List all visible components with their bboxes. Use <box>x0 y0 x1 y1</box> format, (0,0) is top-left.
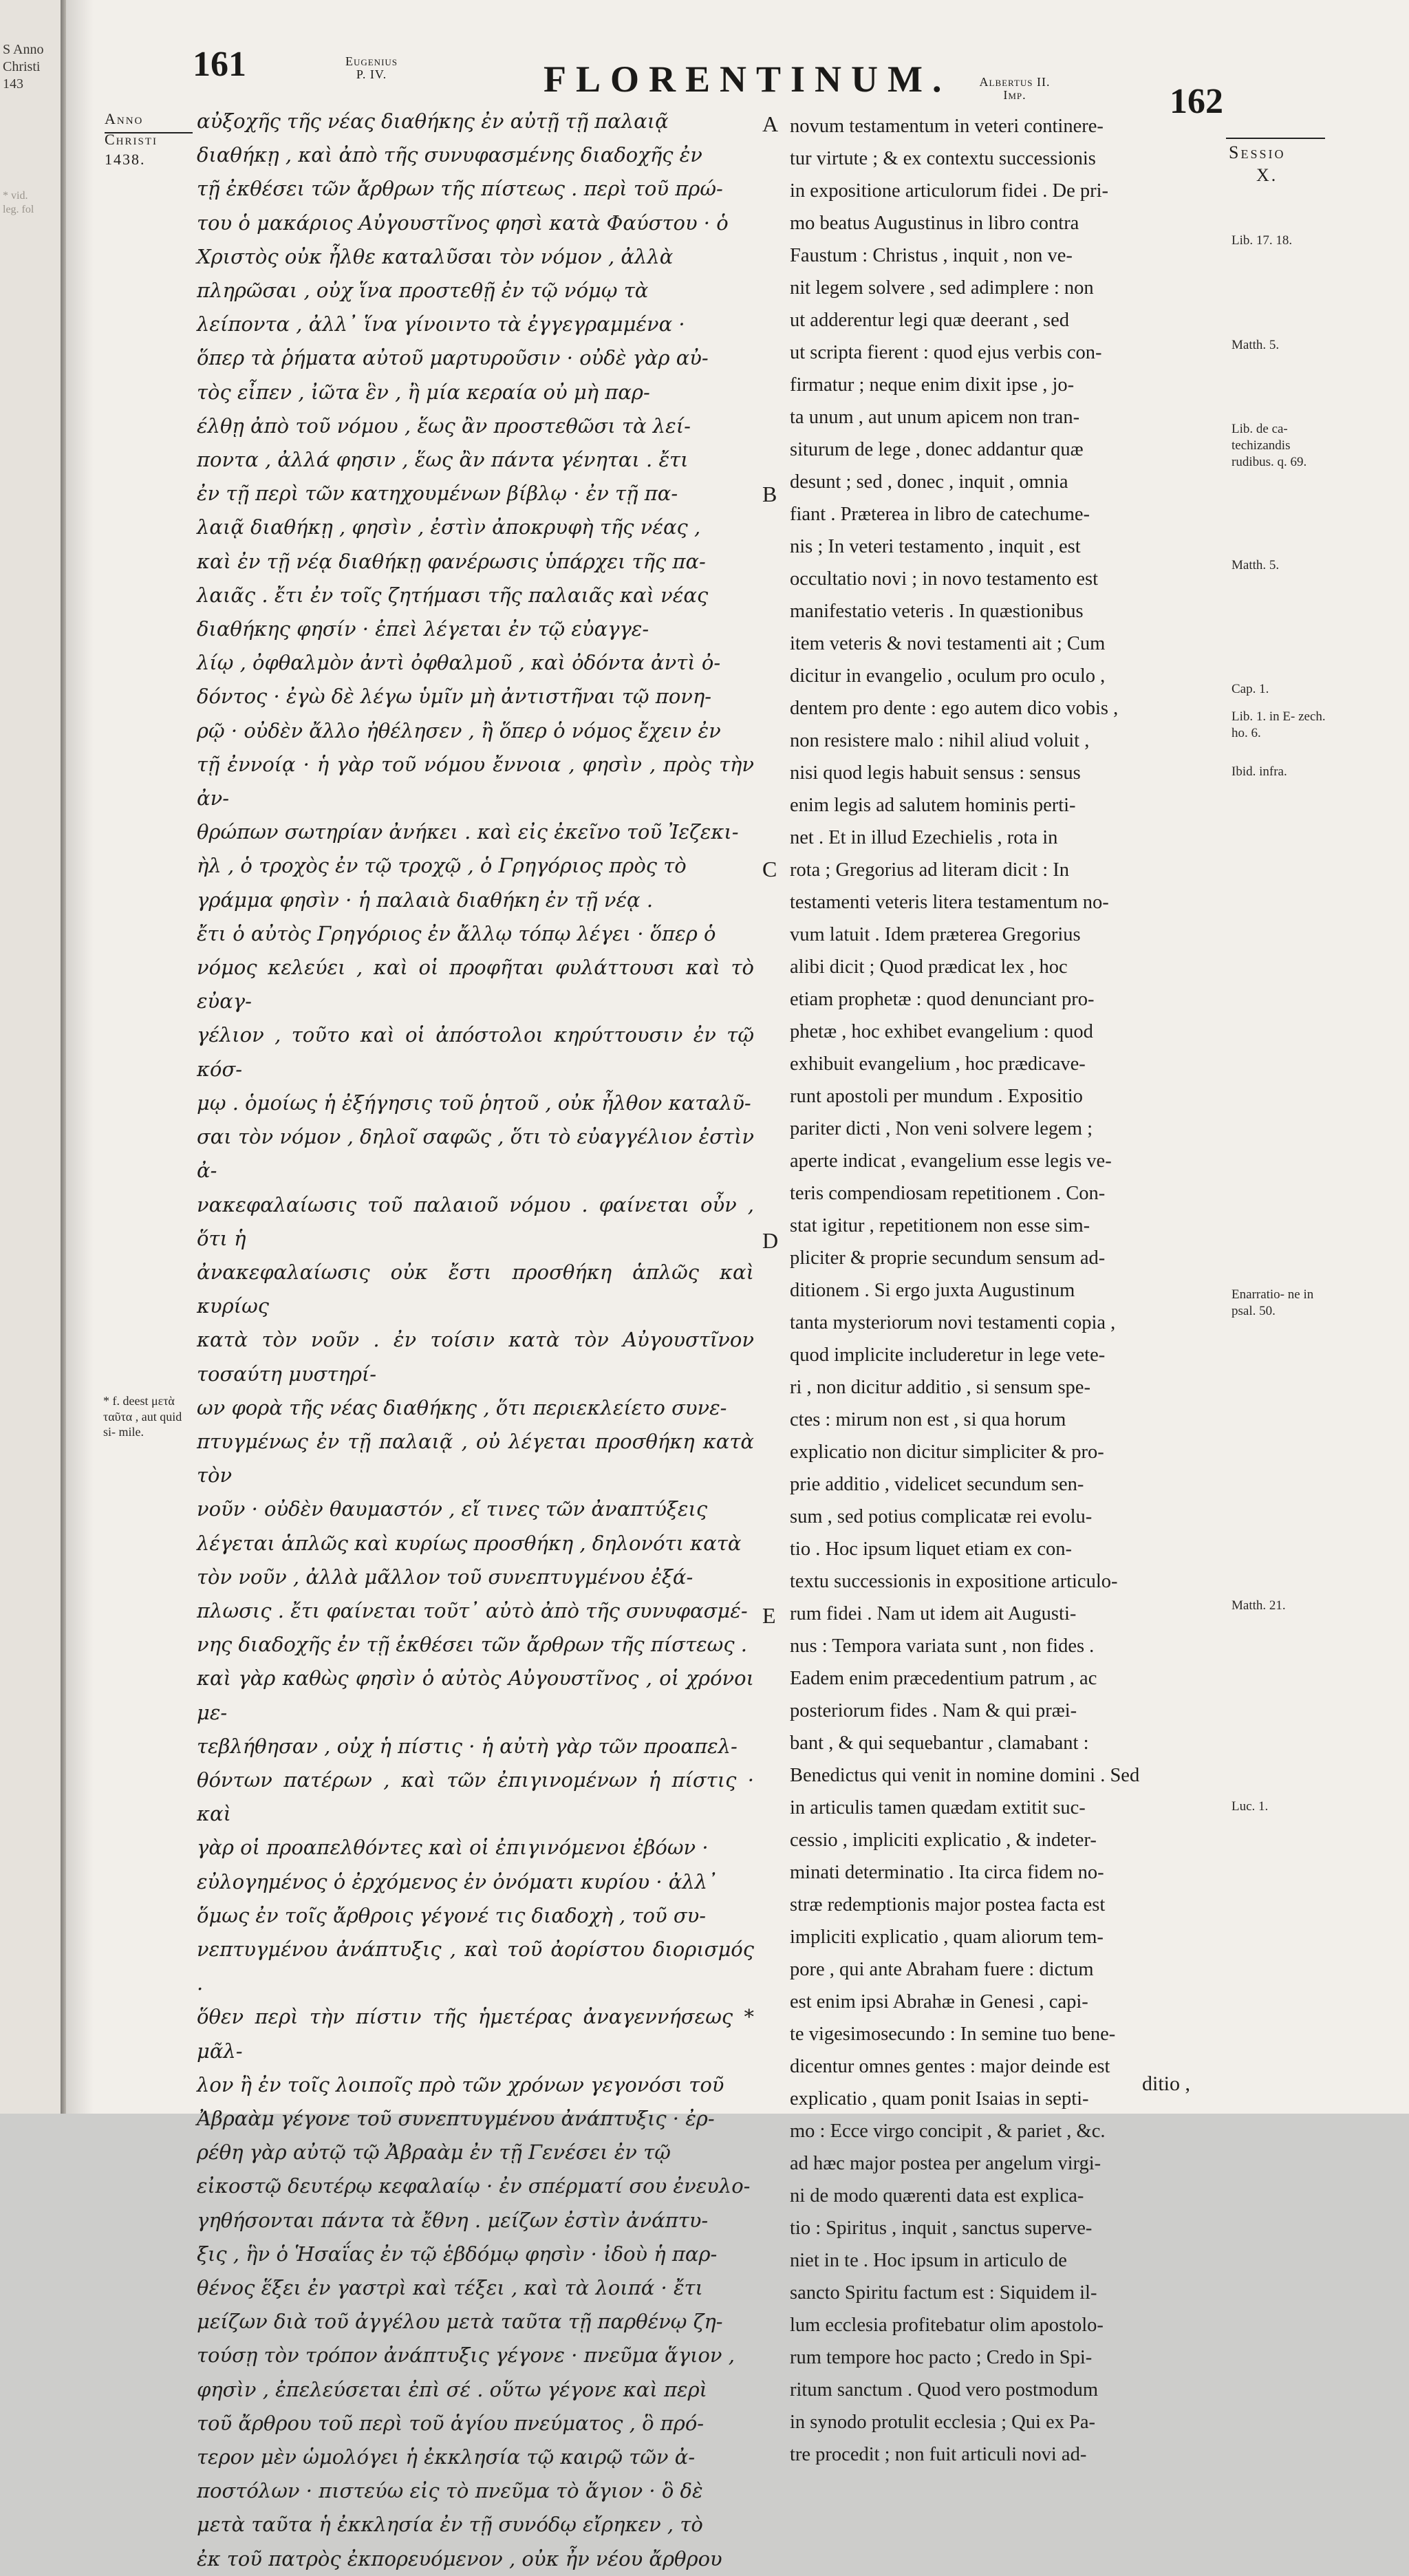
greek-text-line: εἰκοστῷ δευτέρῳ κεφαλαίῳ · ἐν σπέρματί σου ἐνευλο- <box>197 2174 751 2198</box>
greek-text-line: γράμμα φησὶν · ἡ παλαιὰ διαθήκη ἐν τῇ νέᾳ . <box>197 888 654 912</box>
left-margin-rule <box>105 132 193 133</box>
margin-note-catechizandis: Lib. de ca- techizandis rudibus. q. 69. <box>1231 422 1307 469</box>
latin-text-line: stat igitur , repetitionem non esse sim- <box>790 1215 1090 1236</box>
latin-text-line: tre procedit ; non fuit articuli novi ad- <box>790 2444 1087 2465</box>
latin-text-line: cessio , impliciti explicatio , & indeter- <box>790 1829 1097 1851</box>
latin-text-line: ta unum , aut unum apicem non tran- <box>790 407 1080 428</box>
latin-text-line: tio . Hoc ipsum liquet etiam ex con- <box>790 1538 1072 1560</box>
left-page-number: 161 <box>193 45 246 84</box>
latin-text-line: lum ecclesia profitebatur olim apostolo- <box>790 2315 1104 2336</box>
greek-text-line: γὰρ οἱ προαπελθόντες καὶ οἱ ἐπιγινόμενοι ἐβόων · <box>197 1836 709 1860</box>
latin-text-line: quod implicite includeretur in lege vete- <box>790 1344 1106 1366</box>
latin-text-line: nis ; In veteri testamento , inquit , est <box>790 536 1081 557</box>
footnote-deest: * f. deest μετὰ ταῦτα , aut quid si- mile. <box>103 1394 182 1439</box>
greek-text-line: γηθήσονται πάντα τὰ ἔθνη . μείζων ἐστὶν ἀνάπτυ- <box>197 2208 709 2232</box>
greek-text-line: λίῳ , ὀφθαλμὸν ἀντὶ ὀφθαλμοῦ , καὶ ὀδόντα ἀντὶ ὀ- <box>197 651 721 675</box>
year-number: 1438. <box>105 151 146 169</box>
section-letter-d: D <box>762 1228 779 1253</box>
greek-text-line: τούσῃ τὸν τρόπον ἀνάπτυξις γέγονε · πνεῦμα ἅγιον , <box>197 2343 735 2368</box>
latin-text-line: ritum sanctum . Quod vero postmodum <box>790 2379 1099 2401</box>
right-running-head <box>967 76 1063 102</box>
running-head-pope-number: P. IV. <box>356 67 387 81</box>
latin-text-line: textu successionis in expositione articulo- <box>790 1571 1118 1592</box>
latin-text-line: impliciti explicatio , quam aliorum tem- <box>790 1926 1104 1948</box>
year-label-christi: Christi <box>105 130 158 148</box>
latin-text-line: ut adderentur legi quæ deerant , sed <box>790 310 1069 331</box>
greek-text-line: ρέθη γὰρ αὐτῷ τῷ Ἀβραὰμ ἐν τῇ Γενέσει ἐν τῷ <box>197 2140 671 2165</box>
page-title: FLORENTINUM. <box>544 58 951 100</box>
greek-text-line: μετὰ ταῦτα ἡ ἐκκλησία ἐν τῇ συνόδῳ εἴρηκεν , τὸ <box>197 2513 703 2537</box>
greek-text-line: ποντα , ἀλλά φησιν , ἕως ἂν πάντα γένηται . ἔτι <box>197 448 689 472</box>
greek-text-line: ἔτι ὁ αὐτὸς Γρηγόριος ἐν ἄλλῳ τόπῳ λέγει · ὅπερ ὁ <box>197 921 716 945</box>
left-running-head <box>323 55 420 81</box>
right-margin-rule <box>1226 138 1325 139</box>
margin-note-matth-21: Matth. 21. <box>1231 1598 1286 1613</box>
latin-text-line: bant , & qui sequebantur , clamabant : <box>790 1732 1089 1754</box>
previous-page-margin <box>3 41 59 217</box>
greek-text-line: έλθῃ ἀπὸ τοῦ νόμου , ἕως ἂν προστεθῶσι τὰ λεί- <box>197 414 691 438</box>
greek-text-line: ὅθεν περὶ τὴν πίστιν τῆς ἡμετέρας ἀναγεννήσεως * μᾶλ- <box>197 2005 754 2063</box>
greek-text-line: τὸν νοῦν , ἀλλὰ μᾶλλον τοῦ συνεπτυγμένου ἐξά- <box>197 1565 693 1589</box>
latin-text-line: dentem pro dente : ego autem dico vobis , <box>790 698 1119 719</box>
greek-text-line: φησὶν , ἐπελεύσεται ἐπὶ σέ . οὕτω γέγονε καὶ περὶ <box>197 2377 708 2401</box>
section-letter-e: E <box>762 1603 776 1628</box>
latin-text-line: enim legis ad salutem hominis perti- <box>790 795 1076 816</box>
greek-text-line: λαιᾶς . ἔτι ἐν τοῖς ζητήμασι τῆς παλαιᾶς καὶ νέας <box>197 583 709 607</box>
greek-text-line: μῳ . ὁμοίως ἡ ἐξήγησις τοῦ ῥητοῦ , οὐκ ἦλθον καταλῦ- <box>197 1091 751 1115</box>
latin-text-line: novum testamentum in veteri continere- <box>790 116 1104 137</box>
latin-text-line: ut scripta fierent : quod ejus verbis con- <box>790 342 1102 363</box>
greek-text-line: διαθήκῃ , καὶ ἀπὸ τῆς συνυφασμένης διαδοχῆς ἐν <box>197 143 702 167</box>
latin-text-line: minati determinatio . Ita circa fidem no- <box>790 1862 1104 1883</box>
latin-text-line: posteriorum fides . Nam & qui præi- <box>790 1700 1077 1721</box>
greek-text-line: πλωσις . ἔτι φαίνεται τοῦτ᾽ αὐτὸ ἀπὸ τῆς συνυφασμέ- <box>197 1598 748 1622</box>
latin-text-line: testamenti veteris litera testamentum no- <box>790 892 1109 913</box>
book-spine <box>61 0 66 2114</box>
latin-text-line: stræ redemptionis major postea facta est <box>790 1894 1106 1915</box>
margin-note-ezech: Lib. 1. in E- zech. ho. 6. <box>1231 709 1326 740</box>
latin-text-line: manifestatio veteris . In quæstionibus <box>790 601 1084 622</box>
greek-text-line: τὸς εἶπεν , ἰῶτα ἓν , ἢ μία κεραία οὐ μὴ παρ- <box>197 380 650 404</box>
greek-text-line: νοῦν · οὐδὲν θαυμαστόν , εἴ τινες τῶν ἀναπτύξεις <box>197 1497 708 1521</box>
margin-note-matth-5: Matth. 5. <box>1231 338 1280 352</box>
greek-text-line: σαι τὸν νόμον , δηλοῖ σαφῶς , ὅτι τὸ εὐαγγέλιον ἐστὶν ἀ- <box>197 1125 754 1183</box>
latin-text-line: Eadem enim præcedentium patrum , ac <box>790 1668 1097 1689</box>
latin-text-line: dicentur omnes gentes : major deinde est <box>790 2056 1110 2077</box>
running-head-emperor-title: Imp. <box>1003 87 1026 102</box>
greek-text-line: λέγεται ἁπλῶς καὶ κυρίως προσθήκη , δηλονότι κατὰ <box>197 1531 742 1555</box>
greek-text-line: ρῷ · οὐδὲν ἄλλο ἠθέλησεν , ἢ ὅπερ ὁ νόμος ἔχειν ἐν <box>197 718 721 742</box>
latin-text-line: Faustum : Christus , inquit , non ve- <box>790 245 1073 266</box>
latin-text-line: ri , non dicitur additio , si sensum spe- <box>790 1377 1090 1398</box>
year-box <box>105 109 193 170</box>
greek-text-line: ὅπερ τὰ ῥήματα αὐτοῦ μαρτυροῦσιν · οὐδὲ γὰρ αὐ- <box>197 346 709 370</box>
margin-note-luc-1: Luc. 1. <box>1231 1799 1269 1814</box>
latin-text-line: nit legem solvere , sed adimplere : non <box>790 277 1094 299</box>
greek-text-line: ἀνακεφαλαίωσις οὐκ ἔστι προσθήκη ἁπλῶς καὶ κυρίως <box>197 1260 754 1318</box>
running-head-pope: Eugenius <box>345 54 398 68</box>
greek-text-line: ων φορὰ τῆς νέας διαθήκης , ὅτι περιεκλείετο συνε- <box>197 1395 727 1419</box>
greek-text-line: θένος ἕξει ἐν γαστρὶ καὶ τέξει , καὶ τὰ λοιπά · ἔτι <box>197 2276 703 2299</box>
latin-text-line: teris compendiosam repetitionem . Con- <box>790 1183 1106 1204</box>
greek-text-line: θρώπων σωτηρίαν ἀνήκει . καὶ εἰς ἐκεῖνο τοῦ Ἰεζεκι- <box>197 820 739 844</box>
latin-text-line: est enim ipsi Abrahæ in Genesi , capi- <box>790 1991 1088 2012</box>
latin-text-line: fiant . Præterea in libro de catechume- <box>790 504 1090 525</box>
latin-text-line: pore , qui ante Abraham fuere : dictum <box>790 1959 1094 1980</box>
session-label <box>1229 142 1285 186</box>
latin-text-line: siturum de lege , donec addantur quæ <box>790 439 1084 460</box>
latin-text-line: desunt ; sed , donec , inquit , omnia <box>790 471 1068 493</box>
latin-text-line: item veteris & novi testamenti ait ; Cum <box>790 633 1106 654</box>
prev-year-label-1: S Anno <box>3 42 44 57</box>
latin-text-line: firmatur ; neque enim dixit ipse , jo- <box>790 374 1075 396</box>
running-head-emperor: Albertus II. <box>979 75 1051 89</box>
latin-text-line: tio : Spiritus , inquit , sanctus superve- <box>790 2218 1093 2239</box>
section-letter-c: C <box>762 857 777 881</box>
greek-text-line: εὐλογημένος ὁ ἐρχόμενος ἐν ὀνόματι κυρίου · ἀλλ᾽ <box>197 1869 718 1893</box>
greek-text-line: τεβλήθησαν , οὐχ ἡ πίστις · ἡ αὐτὴ γὰρ τῶν προαπελ- <box>197 1734 738 1758</box>
margin-note-cap-1: Cap. 1. <box>1231 682 1269 696</box>
catchword: ditio , <box>1142 2072 1191 2095</box>
latin-text-line: vum latuit . Idem præterea Gregorius <box>790 924 1081 945</box>
latin-text-line: in expositione articulorum fidei . De pri- <box>790 180 1108 202</box>
greek-text-line: νεπτυγμένου ἀνάπτυξις , καὶ τοῦ ἀορίστου διορισμός . <box>197 1937 754 1995</box>
greek-text-line: λείποντα , ἀλλ᾽ ἵνα γίνοιντο τὰ ἐγγεγραμμένα · <box>197 312 685 336</box>
margin-note-enarratio: Enarratio- ne in psal. 50. <box>1231 1287 1314 1318</box>
greek-text-line: τῇ ἐκθέσει τῶν ἄρθρων τῆς πίστεως . περὶ τοῦ πρώ- <box>197 177 723 201</box>
greek-text-line: ὴλ , ὁ τροχὸς ἐν τῷ τροχῷ , ὁ Γρηγόριος πρὸς τὸ <box>197 854 687 878</box>
greek-text-line: μείζων διὰ τοῦ ἀγγέλου μετὰ ταῦτα τῇ παρθένῳ ζη- <box>197 2310 723 2334</box>
greek-text-line: ξις , ἣν ὁ Ἡσαΐας ἐν τῷ ἑβδόμῳ φησὶν · ἰδοὺ ἡ παρ- <box>197 2242 718 2266</box>
latin-text-line: in articulis tamen quædam extitit suc- <box>790 1797 1086 1818</box>
latin-text-line: tur virtute ; & ex contextu successionis <box>790 148 1096 169</box>
latin-text-line: nus : Tempora variata sunt , non fides . <box>790 1635 1095 1657</box>
greek-text-line: ποστόλων · πιστεύω εἰς τὸ πνεῦμα τὸ ἅγιον · ὃ δὲ <box>197 2479 703 2503</box>
session-number: X. <box>1256 164 1278 185</box>
latin-column <box>790 110 1216 2471</box>
latin-text-line: tanta mysteriorum novi testamenti copia , <box>790 1312 1116 1333</box>
latin-text-line: mo beatus Augustinus in libro contra <box>790 213 1079 234</box>
margin-note-matth-5b: Matth. 5. <box>1231 558 1280 572</box>
latin-text-line: aperte indicat , evangelium esse legis ve- <box>790 1150 1112 1172</box>
latin-text-line: rum tempore hoc pacto ; Credo in Spi- <box>790 2347 1093 2368</box>
prev-note-1: * vid. <box>3 190 28 202</box>
section-letter-a: A <box>762 111 779 136</box>
greek-text-line: ἐκ τοῦ πατρὸς ἐκπορευόμενον , οὐκ ἦν νέου ἄρθρου <box>197 2546 722 2570</box>
latin-text-line: explicatio non dicitur simpliciter & pro- <box>790 1441 1104 1463</box>
right-page-number: 162 <box>1170 82 1223 121</box>
latin-text-line: rum fidei . Nam ut idem ait Augusti- <box>790 1603 1077 1624</box>
latin-text-line: rota ; Gregorius ad literam dicit : In <box>790 859 1069 881</box>
latin-text-line: sancto Spiritu factum est : Siquidem il- <box>790 2282 1097 2304</box>
latin-text-line: explicatio , quam ponit Isaias in septi- <box>790 2088 1089 2110</box>
latin-text-line: ctes : mirum non est , si qua horum <box>790 1409 1066 1430</box>
latin-text-line: dicitur in evangelio , oculum pro oculo , <box>790 665 1106 687</box>
latin-text-line: sum , sed potius complicatæ rei evolu- <box>790 1506 1093 1527</box>
latin-text-line: pliciter & proprie secundum sensum ad- <box>790 1247 1106 1269</box>
greek-text-line: λαιᾷ διαθήκῃ , φησὶν , ἐστὶν ἀποκρυφὴ τῆς νέας , <box>197 515 701 539</box>
margin-note-lib-17: Lib. 17. 18. <box>1231 233 1293 248</box>
greek-column <box>197 105 754 2576</box>
latin-text-line: occultatio novi ; in novo testamento est <box>790 568 1098 590</box>
latin-text-line: net . Et in illud Ezechielis , rota in <box>790 827 1058 848</box>
greek-text-line: γέλιον , τοῦτο καὶ οἱ ἀπόστολοι κηρύττουσιν ἐν τῷ κόσ- <box>197 1023 754 1081</box>
section-letter-b: B <box>762 482 777 506</box>
greek-text-line: πληρῶσαι , οὐχ ἵνα προστεθῇ ἐν τῷ νόμῳ τὰ <box>197 279 649 303</box>
margin-note-ibid: Ibid. infra. <box>1231 764 1287 779</box>
greek-text-line: τερον μὲν ὡμολόγει ἡ ἐκκλησία τῷ καιρῷ τῶν ἀ- <box>197 2445 696 2469</box>
greek-text-line: νόμος κελεύει , καὶ οἱ προφῆται φυλάττουσι καὶ τὸ εὐαγ- <box>197 956 754 1013</box>
latin-text-line: te vigesimosecundo : In semine tuo bene- <box>790 2024 1116 2045</box>
latin-text-line: ditionem . Si ergo juxta Augustinum <box>790 1280 1075 1301</box>
greek-text-line: του ὁ μακάριος Αὐγουστῖνος φησὶ κατὰ Φαύστου · ὁ <box>197 211 729 235</box>
greek-text-line: νης διαδοχῆς ἐν τῇ ἐκθέσει τῶν ἄρθρων τῆς πίστεως . <box>197 1633 748 1657</box>
greek-text-line: λον ἢ ἐν τοῖς λοιποῖς πρὸ τῶν χρόνων γεγονόσι τοῦ <box>197 2072 724 2096</box>
greek-text-line: Ἀβραὰμ γέγονε τοῦ συνεπτυγμένου ἀνάπτυξις · ἐρ- <box>197 2106 715 2130</box>
latin-text-line: phetæ , hoc exhibet evangelium : quod <box>790 1021 1093 1042</box>
latin-text-line: etiam prophetæ : quod denunciant pro- <box>790 989 1095 1010</box>
latin-text-line: non resistere malo : nihil aliud voluit , <box>790 730 1090 751</box>
latin-text-line: alibi dicit ; Quod prædicat lex , hoc <box>790 956 1068 978</box>
gutter-shadow <box>66 0 94 2114</box>
greek-text-line: καὶ γὰρ καθὼς φησὶν ὁ αὐτὸς Αὐγουστῖνος , οἱ χρόνοι με- <box>197 1666 754 1724</box>
previous-page-edge <box>0 0 65 2114</box>
prev-note-2: leg. fol <box>3 204 34 215</box>
greek-text-line: Χριστὸς οὐκ ἦλθε καταλῦσαι τὸν νόμον , ἀλλὰ <box>197 244 674 268</box>
latin-text-line: ad hæc major postea per angelum virgi- <box>790 2153 1101 2174</box>
greek-text-line: ἐν τῇ περὶ τῶν κατηχουμένων βίβλῳ · ἐν τῇ πα- <box>197 482 678 506</box>
latin-text-line: Benedictus qui venit in nomine domini . Sed <box>790 1765 1140 1786</box>
prev-year-label-3: 143 <box>3 76 23 92</box>
greek-text-line: πτυγμένως ἐν τῇ παλαιᾷ , οὐ λέγεται προσθήκη κατὰ τὸν <box>197 1429 754 1488</box>
latin-text-line: runt apostoli per mundum . Expositio <box>790 1086 1083 1107</box>
latin-text-line: pariter dicti , Non veni solvere legem ; <box>790 1118 1093 1139</box>
latin-text-line: mo : Ecce virgo concipit , & pariet , &c. <box>790 2121 1106 2142</box>
greek-text-line: τῇ ἐννοίᾳ · ἡ γὰρ τοῦ νόμου ἔννοια , φησὶν , πρὸς τὴν ἀν- <box>197 752 754 811</box>
greek-text-line: τοῦ ἄρθρου τοῦ περὶ τοῦ ἁγίου πνεύματος , ὃ πρό- <box>197 2411 704 2435</box>
latin-text-line: nisi quod legis habuit sensus : sensus <box>790 762 1081 784</box>
greek-text-line: καὶ ἐν τῇ νέᾳ διαθήκῃ φανέρωσις ὑπάρχει τῆς πα- <box>197 549 706 573</box>
prev-year-label-2: Christi <box>3 59 41 74</box>
greek-text-line: θόντων πατέρων , καὶ τῶν ἐπιγινομένων ἡ πίστις · καὶ <box>197 1768 754 1826</box>
year-label-anno: Anno <box>105 110 144 127</box>
greek-text-line: ὅμως ἐν τοῖς ἄρθροις γέγονέ τις διαδοχὴ , τοῦ συ- <box>197 1903 707 1927</box>
latin-text-line: in synodo protulit ecclesia ; Qui ex Pa- <box>790 2412 1096 2433</box>
greek-text-line: κατὰ τὸν νοῦν . ἐν τοίσιν κατὰ τὸν Αὐγουστῖνον τοσαύτη μυστηρί- <box>197 1328 754 1386</box>
greek-text-line: δόντος · ἐγὼ δὲ λέγω ὑμῖν μὴ ἀντιστῆναι τῷ πονη- <box>197 685 712 709</box>
greek-text-line: αὐξοχῆς τῆς νέας διαθήκης ἐν αὐτῇ τῇ παλαιᾷ <box>197 109 669 133</box>
session-word: Sessio <box>1229 142 1286 162</box>
latin-text-line: exhibuit evangelium , hoc prædicave- <box>790 1053 1086 1075</box>
latin-text-line: prie additio , videlicet secundum sen- <box>790 1474 1084 1495</box>
greek-text-line: διαθήκης φησίν · ἐπεὶ λέγεται ἐν τῷ εὐαγγε- <box>197 617 649 641</box>
latin-text-line: niet in te . Hoc ipsum in articulo de <box>790 2250 1067 2271</box>
latin-text-line: ni de modo quærenti data est explica- <box>790 2185 1084 2207</box>
greek-text-line: νακεφαλαίωσις τοῦ παλαιοῦ νόμου . φαίνεται οὖν , ὅτι ἡ <box>197 1192 754 1250</box>
